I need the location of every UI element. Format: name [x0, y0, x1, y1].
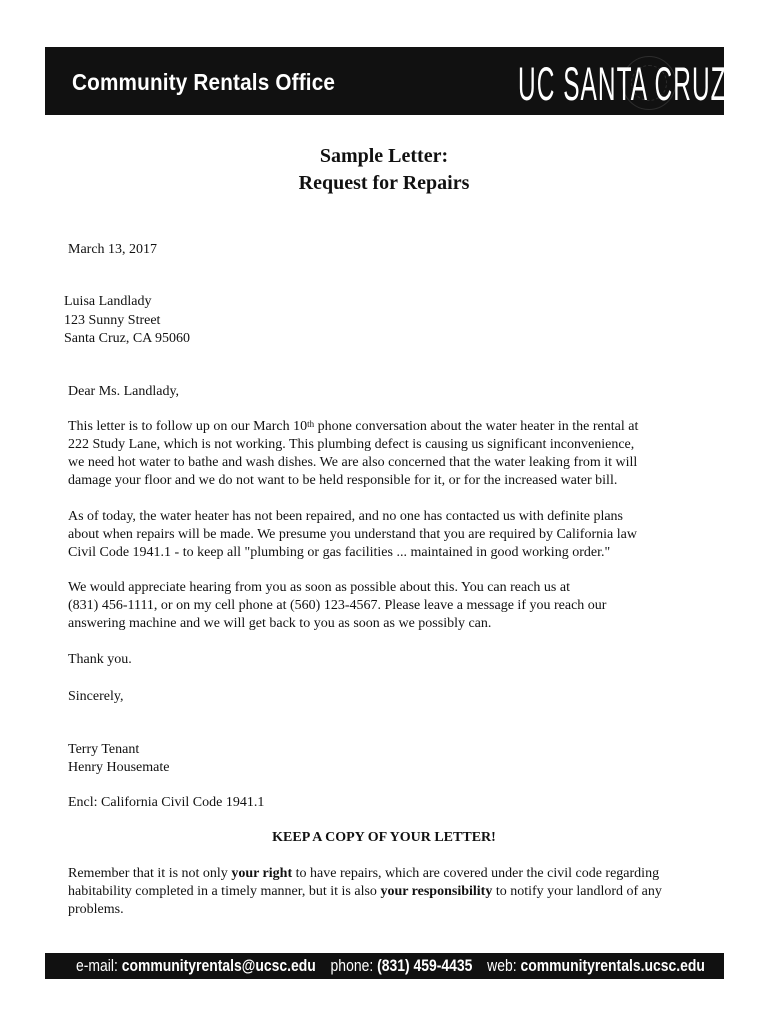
office-title: Community Rentals Office — [72, 69, 336, 95]
para3-line3: answering machine and we will get back to you as soon as we possibly can. — [68, 616, 492, 631]
header-bar — [45, 47, 727, 115]
paragraph-3 — [68, 579, 718, 633]
email-link[interactable]: communityrentals@ucsc.edu — [121, 956, 316, 975]
thank-you: Thank you. — [68, 652, 132, 667]
signer-2: Henry Housemate — [68, 760, 170, 775]
signer-1: Terry Tenant — [68, 742, 140, 757]
para1-line3: we need hot water to bathe and wash dishes. We are also concerned that the water leaking from it will — [68, 455, 638, 470]
ucsc-logo-text: UC SANTA CRUZ — [518, 57, 727, 110]
paragraph-2 — [68, 508, 718, 562]
para3-line1: We would appreciate hearing from you as soon as possible about this. You can reach us at — [68, 580, 570, 595]
phone-number: (831) 459-4435 — [377, 956, 473, 975]
para1-line4: damage your floor and we do not want to be held responsible for it, or for the increased water bill. — [68, 473, 618, 488]
para2-line1: As of today, the water heater has not been repaired, and no one has contacted us with definite plans — [68, 509, 624, 524]
web-label: web: — [487, 956, 521, 975]
para1-line2: 222 Study Lane, which is not working. This plumbing defect is causing us significant inconvenience, — [68, 437, 635, 452]
footer-contact — [76, 956, 720, 976]
para2-line3: Civil Code 1941.1 - to keep all "plumbing or gas facilities ... maintained in good working order." — [68, 545, 611, 560]
letter-date: March 13, 2017 — [68, 242, 158, 257]
doc-title-line1: Sample Letter: — [319, 145, 449, 167]
footer-bar — [45, 953, 724, 979]
paragraph-1 — [68, 418, 718, 490]
phone-label: phone: — [330, 956, 378, 975]
reminder-paragraph — [68, 865, 718, 919]
salutation: Dear Ms. Landlady, — [68, 384, 180, 399]
para1-line1: This letter is to follow up on our March 10th phone conversation about the water heater in the rental at — [68, 419, 639, 434]
reminder-line2: habitability completed in a timely manner, but it is also your responsibility to notify your landlord of any — [68, 884, 662, 899]
ucsc-logo — [518, 56, 727, 110]
doc-title-line2: Request for Repairs — [298, 172, 470, 194]
recipient-name: Luisa Landlady — [64, 294, 152, 309]
closing: Sincerely, — [68, 689, 124, 704]
web-link[interactable]: communityrentals.ucsc.edu — [520, 956, 705, 975]
recipient-city: Santa Cruz, CA 95060 — [64, 331, 190, 346]
enclosure: Encl: California Civil Code 1941.1 — [68, 795, 265, 810]
para2-line2: about when repairs will be made. We presume you understand that you are required by California law — [68, 527, 637, 542]
para3-line2: (831) 456-1111, or on my cell phone at (560) 123-4567. Please leave a message if you reach our — [68, 598, 607, 613]
reminder-line1: Remember that it is not only your right to have repairs, which are covered under the civil code regarding — [68, 866, 660, 881]
keep-copy-notice: KEEP A COPY OF YOUR LETTER! — [272, 830, 496, 845]
email-label: e-mail: — [76, 956, 122, 975]
recipient-street: 123 Sunny Street — [64, 313, 161, 328]
reminder-line3: problems. — [68, 902, 124, 917]
